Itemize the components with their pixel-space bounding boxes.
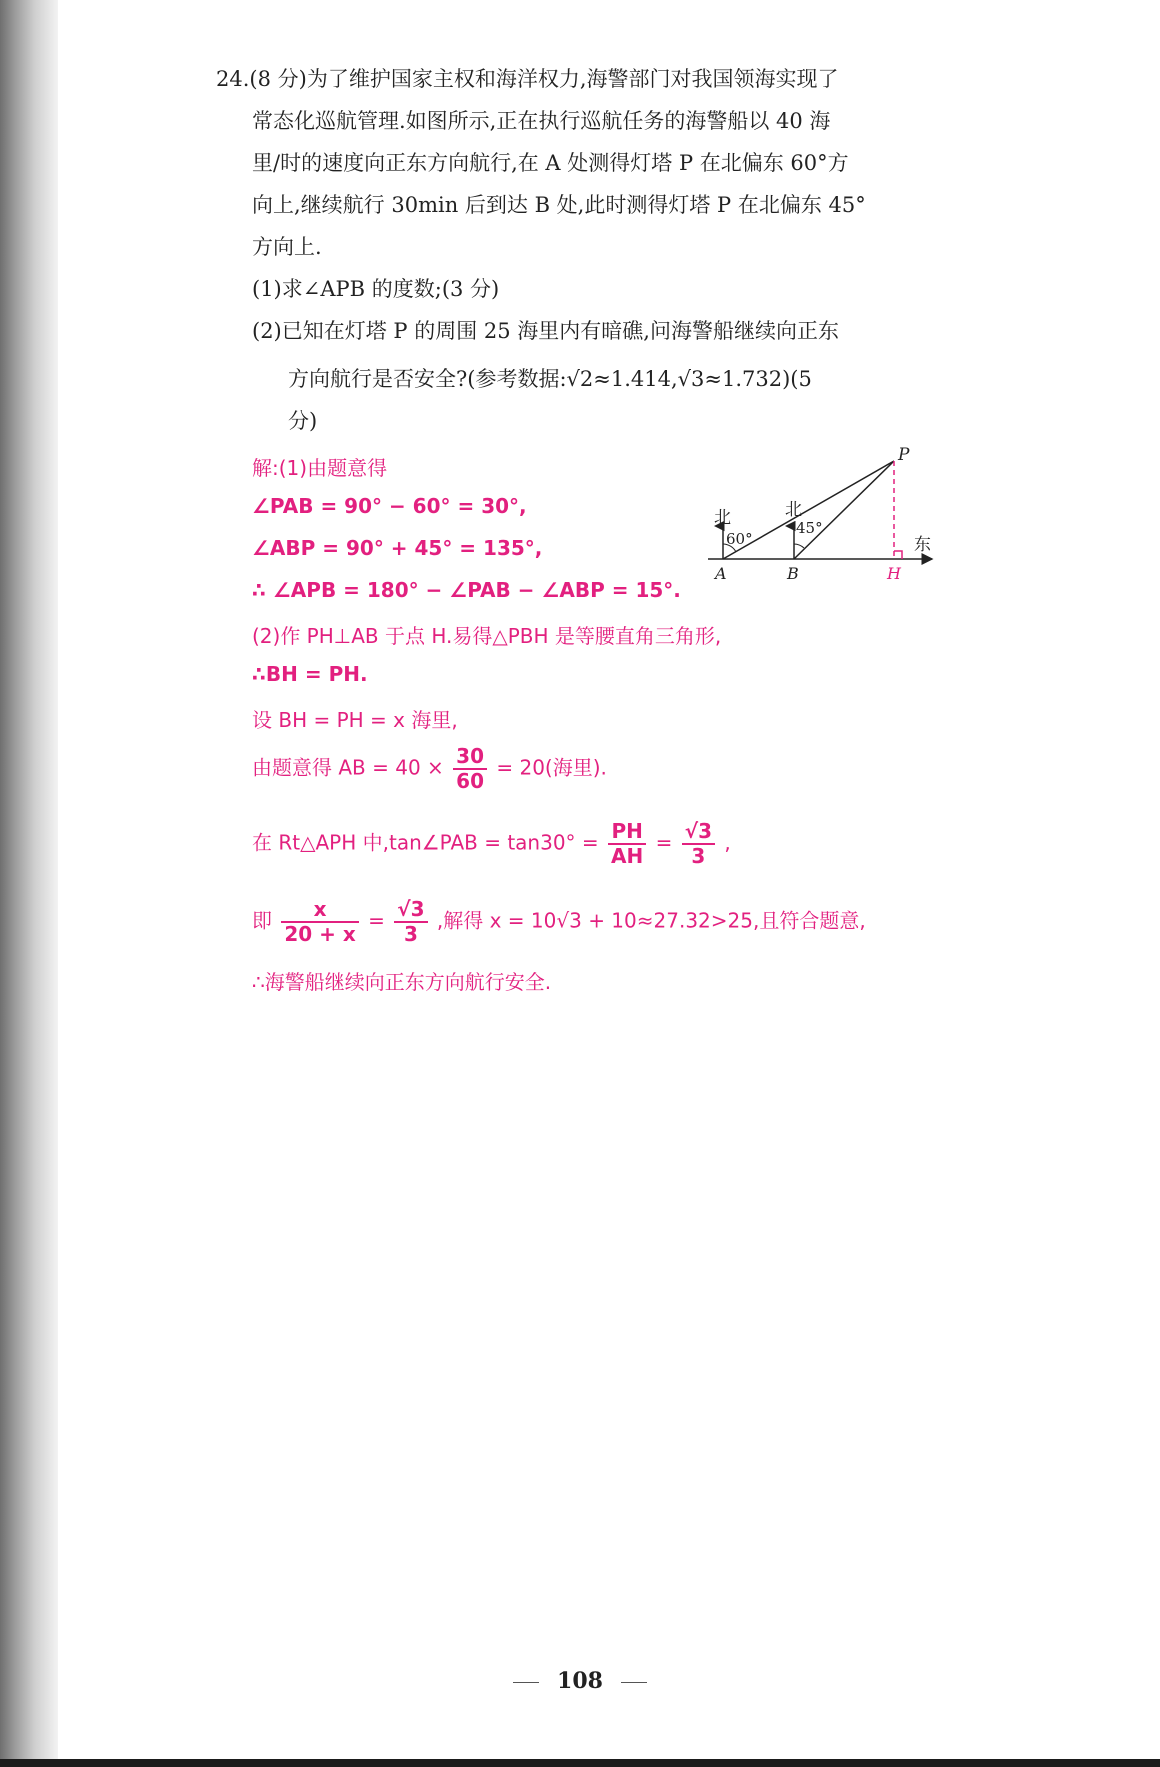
problem-part-2c: 分) — [288, 409, 318, 433]
fraction-numerator: PH — [608, 820, 646, 845]
s9-eq: = — [655, 830, 673, 855]
label-a: A — [715, 564, 727, 583]
s9-pre: 在 Rt△APH 中,tan∠PAB = tan30° = — [252, 830, 599, 855]
fraction-denominator: 20 + x — [284, 922, 356, 946]
angle-60-label: 60° — [726, 530, 753, 548]
solution-line-6: ∴BH = PH. — [252, 662, 368, 686]
problem-part-2a: (2)已知在灯塔 P 的周围 25 海里内有暗礁,问海警船继续向正东 — [252, 319, 839, 343]
solution-line-10 — [252, 898, 866, 946]
label-b: B — [787, 564, 799, 583]
s9-post: , — [724, 830, 731, 855]
solution-line-11: ∴海警船继续向正东方向航行安全. — [252, 970, 552, 994]
fraction-denominator: AH — [611, 844, 644, 868]
label-east: 东 — [914, 535, 931, 555]
problem-line-1: 24.(8 分)为了维护国家主权和海洋权力,海警部门对我国领海实现了 — [216, 67, 839, 91]
solution-line-5: (2)作 PH⊥AB 于点 H.易得△PBH 是等腰直角三角形, — [252, 624, 722, 648]
fraction-denominator: 60 — [456, 769, 484, 793]
fraction-30-60 — [453, 745, 487, 793]
label-north-b: 北 — [785, 500, 802, 520]
s10-pre: 即 — [252, 908, 272, 933]
solution-line-7: 设 BH = PH = x 海里, — [252, 708, 458, 732]
right-angle-mark — [894, 551, 902, 559]
fraction-numerator: √3 — [682, 820, 715, 845]
fraction-denominator: 3 — [403, 922, 418, 946]
problem-line-5: 方向上. — [252, 235, 322, 259]
fraction-numerator: √3 — [394, 898, 427, 923]
book-spine-shadow — [0, 0, 58, 1767]
label-h: H — [887, 564, 901, 583]
fraction-ph-ah — [608, 820, 646, 868]
page-number — [0, 1668, 1160, 1694]
bottom-edge-bar — [0, 1759, 1160, 1767]
s10-post: ,解得 x = 10√3 + 10≈27.32>25,且符合题意, — [436, 908, 866, 933]
fraction-numerator: 30 — [453, 745, 487, 770]
dash-right — [621, 1682, 647, 1683]
fraction-sqrt3-3 — [682, 820, 715, 868]
angle-45-label: 45° — [796, 519, 823, 537]
label-north-a: 北 — [714, 508, 731, 528]
solution-line-1: 解:(1)由题意得 — [252, 456, 388, 480]
label-p: P — [898, 445, 910, 465]
s8-post: = 20(海里). — [496, 755, 607, 780]
fraction-denominator: 3 — [691, 844, 706, 868]
problem-line-3: 里/时的速度向正东方向航行,在 A 处测得灯塔 P 在北偏东 60°方 — [252, 151, 849, 175]
dash-left — [513, 1682, 539, 1683]
solution-line-4: ∴ ∠APB = 180° − ∠PAB − ∠ABP = 15°. — [252, 578, 681, 602]
solution-line-8 — [252, 745, 607, 793]
solution-line-3: ∠ABP = 90° + 45° = 135°, — [252, 536, 543, 560]
problem-part-2b: 方向航行是否安全?(参考数据:√2≈1.414,√3≈1.732)(5 — [288, 367, 812, 391]
angle-arc-b — [794, 544, 804, 548]
problem-part-1: (1)求∠APB 的度数;(3 分) — [252, 277, 500, 301]
solution-line-2: ∠PAB = 90° − 60° = 30°, — [252, 494, 527, 518]
s10-eq: = — [368, 908, 385, 933]
problem-line-4: 向上,继续航行 30min 后到达 B 处,此时测得灯塔 P 在北偏东 45° — [252, 193, 866, 217]
page-number-value: 108 — [557, 1668, 603, 1694]
solution-line-9 — [252, 820, 731, 868]
lighthouse-figure — [700, 440, 940, 590]
fraction-numerator: x — [281, 898, 358, 923]
fraction-x-20plusx — [281, 898, 358, 946]
s8-pre: 由题意得 AB = 40 × — [252, 755, 444, 780]
fraction-sqrt3-3b — [394, 898, 427, 946]
problem-line-2: 常态化巡航管理.如图所示,正在执行巡航任务的海警船以 40 海 — [252, 109, 831, 133]
